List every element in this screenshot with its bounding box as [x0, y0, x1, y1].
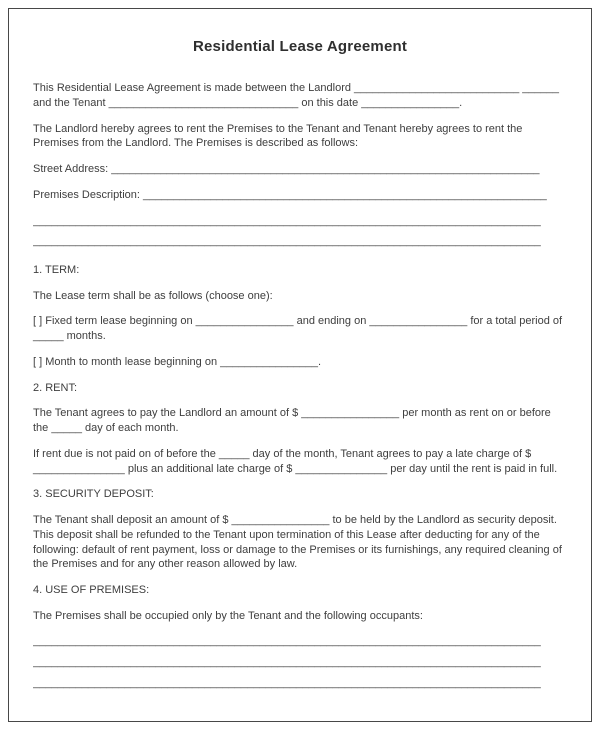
security-deposit-paragraph: The Tenant shall deposit an amount of $ ________________ to be held by the Landlord as security deposit. This deposit shall be refunded to the Tenant upon termination of this Lease after deducting for any of the following: default of rent payment, loss or damage to the Premises or its furnishings, any required cleaning of the Premises and for any other reason allowed by law. — [33, 514, 562, 571]
section-heading-term: 1. TERM: — [33, 263, 80, 276]
section-heading-security-deposit: 3. SECURITY DEPOSIT: — [33, 488, 154, 501]
occupants-blank-lines — [33, 634, 567, 690]
premises-description-line: Premises Description: __________________________________________________________________ — [33, 188, 547, 201]
term-intro-paragraph: The Lease term shall be as follows (choose one): — [33, 289, 273, 302]
section-heading-use-of-premises: 4. USE OF PREMISES: — [33, 583, 150, 596]
blank-line: ___________________________________________________________________________________ — [33, 635, 541, 648]
document-title: Residential Lease Agreement — [192, 38, 408, 55]
lease-agreement-document — [8, 8, 592, 722]
term-fixed-option: [ ] Fixed term lease beginning on ________________ and ending on ________________ for a total period of _____ months. — [33, 315, 563, 343]
late-charge-paragraph: If rent due is not paid on of before the _____ day of the month, Tenant agrees to pay a late charge of $ _______________ plus an additional late charge of $ _______________ per day until the rent is paid in full. — [33, 447, 558, 475]
section-heading-rent: 2. RENT: — [33, 381, 78, 394]
blank-line: ___________________________________________________________________________________ — [33, 214, 541, 227]
blank-line: ___________________________________________________________________________________ — [33, 676, 541, 689]
blank-line: ___________________________________________________________________________________ — [33, 656, 541, 669]
premises-description-blank-lines — [33, 214, 567, 249]
intro-paragraph: This Residential Lease Agreement is made between the Landlord ___________________________ ______ and the Tenant _______________________________ on this date ________________. — [33, 82, 559, 109]
occupants-paragraph: The Premises shall be occupied only by the Tenant and the following occupants: — [33, 609, 423, 622]
street-address-line: Street Address: ______________________________________________________________________ — [33, 163, 540, 176]
agreement-paragraph: The Landlord hereby agrees to rent the Premises to the Tenant and Tenant hereby agrees to rent the Premises from the Landlord. The Premises is described as follows: — [33, 122, 523, 150]
rent-amount-paragraph: The Tenant agrees to pay the Landlord an amount of $ ________________ per month as rent on or before the _____ day of each month. — [33, 407, 551, 435]
blank-line: ___________________________________________________________________________________ — [33, 235, 541, 248]
term-monthly-option: [ ] Month to month lease beginning on ________________. — [33, 355, 322, 368]
